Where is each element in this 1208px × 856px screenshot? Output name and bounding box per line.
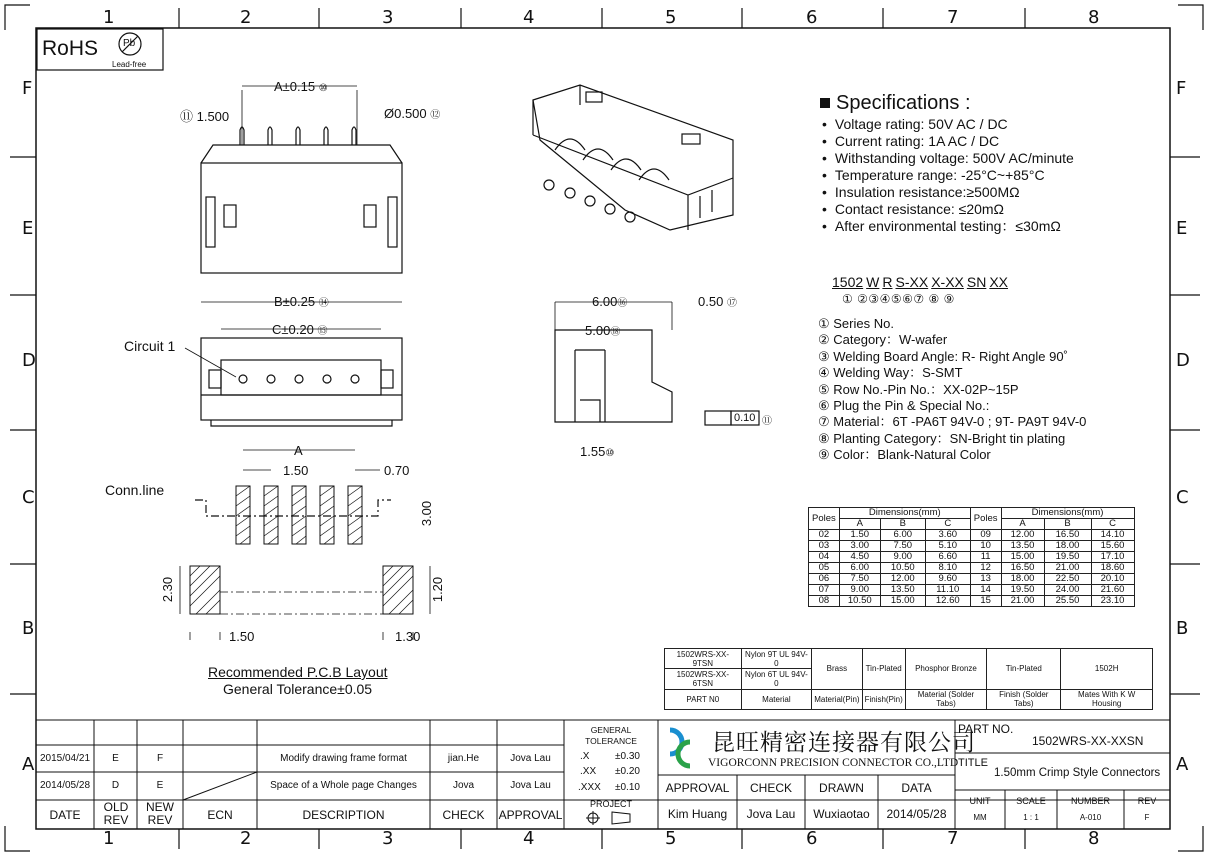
- table-cell: 20.10: [1091, 574, 1134, 585]
- table-cell: 13.50: [1001, 541, 1044, 552]
- rev-h-date: DATE: [49, 808, 81, 822]
- rev2-approval: Jova Lau: [510, 780, 551, 791]
- number-value: A-010: [1079, 813, 1102, 822]
- h-material: Material: [741, 689, 812, 709]
- scale-value: 1 : 1: [1023, 813, 1039, 822]
- pcb-dim-pitch: 1.50: [283, 463, 309, 478]
- tolerance-title: GENERAL TOLERANCE: [585, 725, 637, 746]
- company-logo-icon: [660, 726, 706, 770]
- tab-finish: Tin-Plated: [987, 649, 1061, 690]
- table-cell: 10.50: [880, 563, 925, 574]
- rev2-date: 2014/05/28: [39, 780, 91, 791]
- h-material-pin: Material(Pin): [812, 689, 862, 709]
- zone-bottom-7: 7: [947, 828, 959, 849]
- h-mates: Mates With K W Housing: [1061, 689, 1153, 709]
- approval-header: APPROVAL: [665, 781, 730, 795]
- pcb-dim-130: 1.30: [395, 629, 421, 644]
- rev-h-old: OLD REV: [103, 800, 129, 827]
- tol-xx-val: ±0.20: [615, 766, 640, 777]
- zone-right-c: C: [1176, 487, 1189, 508]
- th-dims: Dimensions(mm): [839, 508, 970, 519]
- pcb-dim-070: 0.70: [384, 463, 410, 478]
- part-no-6t: 1502WRS-XX-6TSN: [665, 669, 742, 689]
- table-cell: 6.60: [925, 552, 970, 563]
- rev1-date: 2015/04/21: [39, 753, 91, 764]
- zone-right-a: A: [1176, 754, 1189, 775]
- data-value: 2014/05/28: [886, 807, 947, 821]
- table-row: [809, 552, 1135, 563]
- table-cell: 8.10: [925, 563, 970, 574]
- table-cell: 9.60: [925, 574, 970, 585]
- table-cell: 25.50: [1044, 596, 1091, 607]
- approval-value: Kim Huang: [667, 807, 728, 821]
- table-cell: 19.50: [1044, 552, 1091, 563]
- table-cell: 05: [809, 563, 840, 574]
- zone-top-6: 6: [806, 7, 818, 28]
- table-row: [809, 530, 1135, 541]
- rev1-old: E: [112, 753, 119, 764]
- zone-bottom-5: 5: [665, 828, 677, 849]
- dim-pitch-top: ⑪ 1.500: [180, 109, 230, 124]
- legend-item: ⑤ Row No.-Pin No.：XX-02P~15P: [818, 381, 1019, 397]
- projection-symbol-icon: [584, 808, 634, 826]
- table-cell: 22.50: [1044, 574, 1091, 585]
- rev-h-check: CHECK: [442, 808, 485, 822]
- table-cell: 1.50: [839, 530, 880, 541]
- flatness-tolerance: 0.10: [734, 412, 756, 424]
- project-label: PROJECT: [589, 799, 632, 809]
- legend-item: ⑨ Color：Blank-Natural Color: [818, 447, 991, 463]
- legend-item: ② Category：W-wafer: [818, 332, 948, 348]
- zone-bottom-4: 4: [523, 828, 535, 849]
- table-cell: 6.00: [839, 563, 880, 574]
- table-cell: 04: [809, 552, 840, 563]
- table-cell: 18.00: [1044, 541, 1091, 552]
- h-part: PART N0: [665, 689, 742, 709]
- zone-bottom-1: 1: [103, 828, 115, 849]
- specifications-list: [822, 116, 1074, 235]
- lead-free-icon: Pb: [123, 38, 136, 49]
- dim-050: 0.50 ⑰: [698, 294, 737, 309]
- dim-c-front: C±0.20 ⑮: [272, 322, 328, 337]
- zone-left-f: F: [22, 78, 33, 99]
- legend-item: ④ Welding Way：S-SMT: [818, 365, 963, 381]
- flatness-ref: ⑪: [762, 416, 772, 427]
- part-code-numbers: ① ②③④⑤⑥⑦ ⑧ ⑨: [842, 292, 955, 306]
- table-cell: 02: [809, 530, 840, 541]
- mates-with: 1502H: [1061, 649, 1153, 690]
- table-cell: 21.00: [1044, 563, 1091, 574]
- table-cell: 14: [970, 585, 1001, 596]
- dimensions-table: [808, 507, 1135, 607]
- h-material-tabs: Material (Solder Tabs): [905, 689, 986, 709]
- legend-item: ① Series No.: [818, 316, 894, 331]
- spec-item: • Voltage rating: 50V AC / DC: [822, 116, 1074, 133]
- zone-top-3: 3: [382, 7, 394, 28]
- zone-right-b: B: [1176, 618, 1189, 639]
- th-poles: Poles: [809, 508, 840, 530]
- title-value: 1.50mm Crimp Style Connectors: [994, 767, 1161, 779]
- pcb-dim-230: 2.30: [160, 576, 176, 603]
- table-cell: 06: [809, 574, 840, 585]
- rev1-desc: Modify drawing frame format: [280, 753, 407, 764]
- table-row: [809, 541, 1135, 552]
- table-cell: 12: [970, 563, 1001, 574]
- table-cell: 14.10: [1091, 530, 1134, 541]
- th-c: C: [1091, 519, 1134, 530]
- legend-item: ⑧ Planting Category：SN-Bright tin plating: [818, 430, 1066, 446]
- pcb-dim-150: 1.50: [229, 629, 255, 644]
- table-cell: 12.00: [880, 574, 925, 585]
- dim-b-front: B±0.25 ⑭: [274, 294, 329, 309]
- rohs-sub: Lead-free: [112, 60, 147, 69]
- table-cell: 12.00: [1001, 530, 1044, 541]
- table-cell: 21.00: [1001, 596, 1044, 607]
- table-cell: 3.60: [925, 530, 970, 541]
- pcb-tolerance: General Tolerance±0.05: [223, 681, 373, 697]
- rev1-approval: Jova Lau: [510, 753, 551, 764]
- legend-item: ③ Welding Board Angle: R- Right Angle 90˚: [818, 348, 1068, 364]
- h-finish-pin: Finish(Pin): [862, 689, 905, 709]
- zone-bottom-2: 2: [240, 828, 252, 849]
- table-cell: 24.00: [1044, 585, 1091, 596]
- zone-top-1: 1: [103, 7, 115, 28]
- table-cell: 23.10: [1091, 596, 1134, 607]
- table-cell: 07: [809, 585, 840, 596]
- table-cell: 13.50: [880, 585, 925, 596]
- pcb-title: Recommended P.C.B Layout: [208, 664, 388, 680]
- company-en: VIGORCONN PRECISION CONNECTOR CO.,LTD: [708, 757, 959, 769]
- zone-left-b: B: [22, 618, 35, 639]
- table-cell: 15.00: [880, 596, 925, 607]
- zone-left-d: D: [22, 350, 36, 371]
- tol-xx: .XX: [580, 766, 597, 777]
- th-b: B: [1044, 519, 1091, 530]
- zone-bottom-3: 3: [382, 828, 394, 849]
- check-header: CHECK: [749, 781, 792, 795]
- table-cell: 15.60: [1091, 541, 1134, 552]
- zone-left-c: C: [22, 487, 35, 508]
- dim-500: 5.00⑱: [585, 323, 621, 338]
- th-c: C: [925, 519, 970, 530]
- th-dims: Dimensions(mm): [1001, 508, 1134, 519]
- table-cell: 11.10: [925, 585, 970, 596]
- legend-item: ⑥ Plug the Pin & Special No.:: [818, 398, 990, 414]
- table-cell: 9.00: [839, 585, 880, 596]
- table-cell: 12.60: [925, 596, 970, 607]
- rev-label: REV: [1137, 796, 1157, 806]
- part-no-9t: 1502WRS-XX-9TSN: [665, 649, 742, 669]
- spec-item: • After environmental testing：≤30mΩ: [822, 218, 1074, 235]
- dim-600: 6.00⑯: [592, 294, 628, 309]
- data-header: DATA: [901, 781, 932, 795]
- rev2-new: E: [156, 780, 164, 791]
- zone-top-7: 7: [947, 7, 959, 28]
- material-table: [664, 648, 1153, 710]
- h-finish-tabs: Finish (Solder Tabs): [987, 689, 1061, 709]
- dim-a-top: A±0.15 ⑩: [274, 79, 328, 94]
- material-9t: Nylon 9T UL 94V-0: [741, 649, 812, 669]
- pcb-dim-a: A: [294, 443, 303, 458]
- spec-item: • Temperature range: -25°C~+85°C: [822, 167, 1074, 184]
- unit-value: MM: [973, 813, 987, 822]
- table-cell: 3.00: [839, 541, 880, 552]
- number-label: NUMBER: [1070, 796, 1110, 806]
- tol-x: .X: [580, 751, 590, 762]
- tol-x-val: ±0.30: [615, 751, 640, 762]
- zone-top-2: 2: [240, 7, 252, 28]
- rev-h-approval: APPROVAL: [498, 808, 563, 822]
- table-cell: 16.50: [1001, 563, 1044, 574]
- table-cell: 10.50: [839, 596, 880, 607]
- zone-right-e: E: [1176, 218, 1188, 239]
- part-no-label: PART NO.: [958, 722, 1014, 736]
- zone-right-f: F: [1176, 78, 1187, 99]
- rev-h-ecn: ECN: [207, 808, 233, 822]
- table-cell: 18.00: [1001, 574, 1044, 585]
- part-no-value: 1502WRS-XX-XXSN: [1032, 734, 1144, 748]
- rev1-check: jian.He: [447, 753, 480, 764]
- table-cell: 4.50: [839, 552, 880, 563]
- legend-item: ⑦ Material：6T -PA6T 94V-0 ; 9T- PA9T 94V-0: [818, 414, 1087, 430]
- dimensions-body: [809, 530, 1135, 607]
- th-a: A: [1001, 519, 1044, 530]
- rev-value: F: [1144, 813, 1150, 822]
- drawn-header: DRAWN: [819, 781, 864, 795]
- zone-bottom-8: 8: [1088, 828, 1100, 849]
- rev2-old: D: [111, 780, 120, 791]
- code-legend: [818, 316, 1086, 464]
- table-cell: 15: [970, 596, 1001, 607]
- table-cell: 6.00: [880, 530, 925, 541]
- pcb-dim-120: 1.20: [430, 576, 446, 603]
- table-row: [809, 585, 1135, 596]
- table-cell: 11: [970, 552, 1001, 563]
- zone-right-d: D: [1176, 350, 1190, 371]
- tol-xxx-val: ±0.10: [615, 782, 640, 793]
- pin-material: Brass: [812, 649, 862, 690]
- table-cell: 08: [809, 596, 840, 607]
- title-label: TITLE: [958, 757, 988, 769]
- zone-top-8: 8: [1088, 7, 1100, 28]
- th-b: B: [880, 519, 925, 530]
- scale-label: SCALE: [1016, 796, 1046, 806]
- zone-left-e: E: [22, 218, 34, 239]
- conn-line-label: Conn.line: [105, 482, 165, 498]
- zone-top-4: 4: [523, 7, 535, 28]
- rohs-label: RoHS: [42, 37, 99, 60]
- material-6t: Nylon 6T UL 94V-0: [741, 669, 812, 689]
- zone-top-5: 5: [665, 7, 677, 28]
- table-cell: 18.60: [1091, 563, 1134, 574]
- spec-item: • Current rating: 1A AC / DC: [822, 133, 1074, 150]
- table-cell: 7.50: [839, 574, 880, 585]
- rev-h-new: NEW REV: [146, 800, 174, 827]
- table-cell: 17.10: [1091, 552, 1134, 563]
- table-cell: 19.50: [1001, 585, 1044, 596]
- table-cell: 9.00: [880, 552, 925, 563]
- table-cell: 13: [970, 574, 1001, 585]
- spec-item: • Insulation resistance:≥500MΩ: [822, 184, 1074, 201]
- spec-item: • Contact resistance: ≤20mΩ: [822, 201, 1074, 218]
- pin-finish: Tin-Plated: [862, 649, 905, 690]
- rev2-desc: Space of a Whole page Changes: [270, 780, 417, 791]
- spec-item: • Withstanding voltage: 500V AC/minute: [822, 150, 1074, 167]
- rev1-new: F: [156, 753, 164, 764]
- tol-xxx: .XXX: [578, 782, 601, 793]
- rev-h-desc: DESCRIPTION: [302, 808, 385, 822]
- check-value: Jova Lau: [746, 807, 796, 821]
- zone-bottom-6: 6: [806, 828, 818, 849]
- specifications-title: Specifications :: [836, 92, 971, 114]
- part-code: 1502 W R S-XX X-XX SN XX: [832, 274, 1009, 290]
- th-a: A: [839, 519, 880, 530]
- table-cell: 16.50: [1044, 530, 1091, 541]
- circuit-label: Circuit 1: [124, 338, 176, 354]
- zone-left-a: A: [22, 754, 35, 775]
- table-cell: 03: [809, 541, 840, 552]
- table-row: [809, 596, 1135, 607]
- unit-label: UNIT: [969, 796, 991, 806]
- drawn-value: Wuxiaotao: [813, 807, 870, 821]
- table-row: [809, 563, 1135, 574]
- table-cell: 5.10: [925, 541, 970, 552]
- table-cell: 21.60: [1091, 585, 1134, 596]
- table-row: [809, 574, 1135, 585]
- dim-pin-dia: Ø0.500 ⑫: [384, 106, 441, 121]
- dim-155: 1.55⑩: [580, 444, 615, 459]
- table-cell: 10: [970, 541, 1001, 552]
- table-cell: 09: [970, 530, 1001, 541]
- pcb-dim-300: 3.00: [419, 500, 435, 527]
- table-cell: 7.50: [880, 541, 925, 552]
- tab-material: Phosphor Bronze: [905, 649, 986, 690]
- company-cn: 昆旺精密连接器有限公司: [712, 730, 976, 756]
- rev2-check: Jova: [452, 780, 475, 791]
- th-poles: Poles: [970, 508, 1001, 530]
- table-cell: 15.00: [1001, 552, 1044, 563]
